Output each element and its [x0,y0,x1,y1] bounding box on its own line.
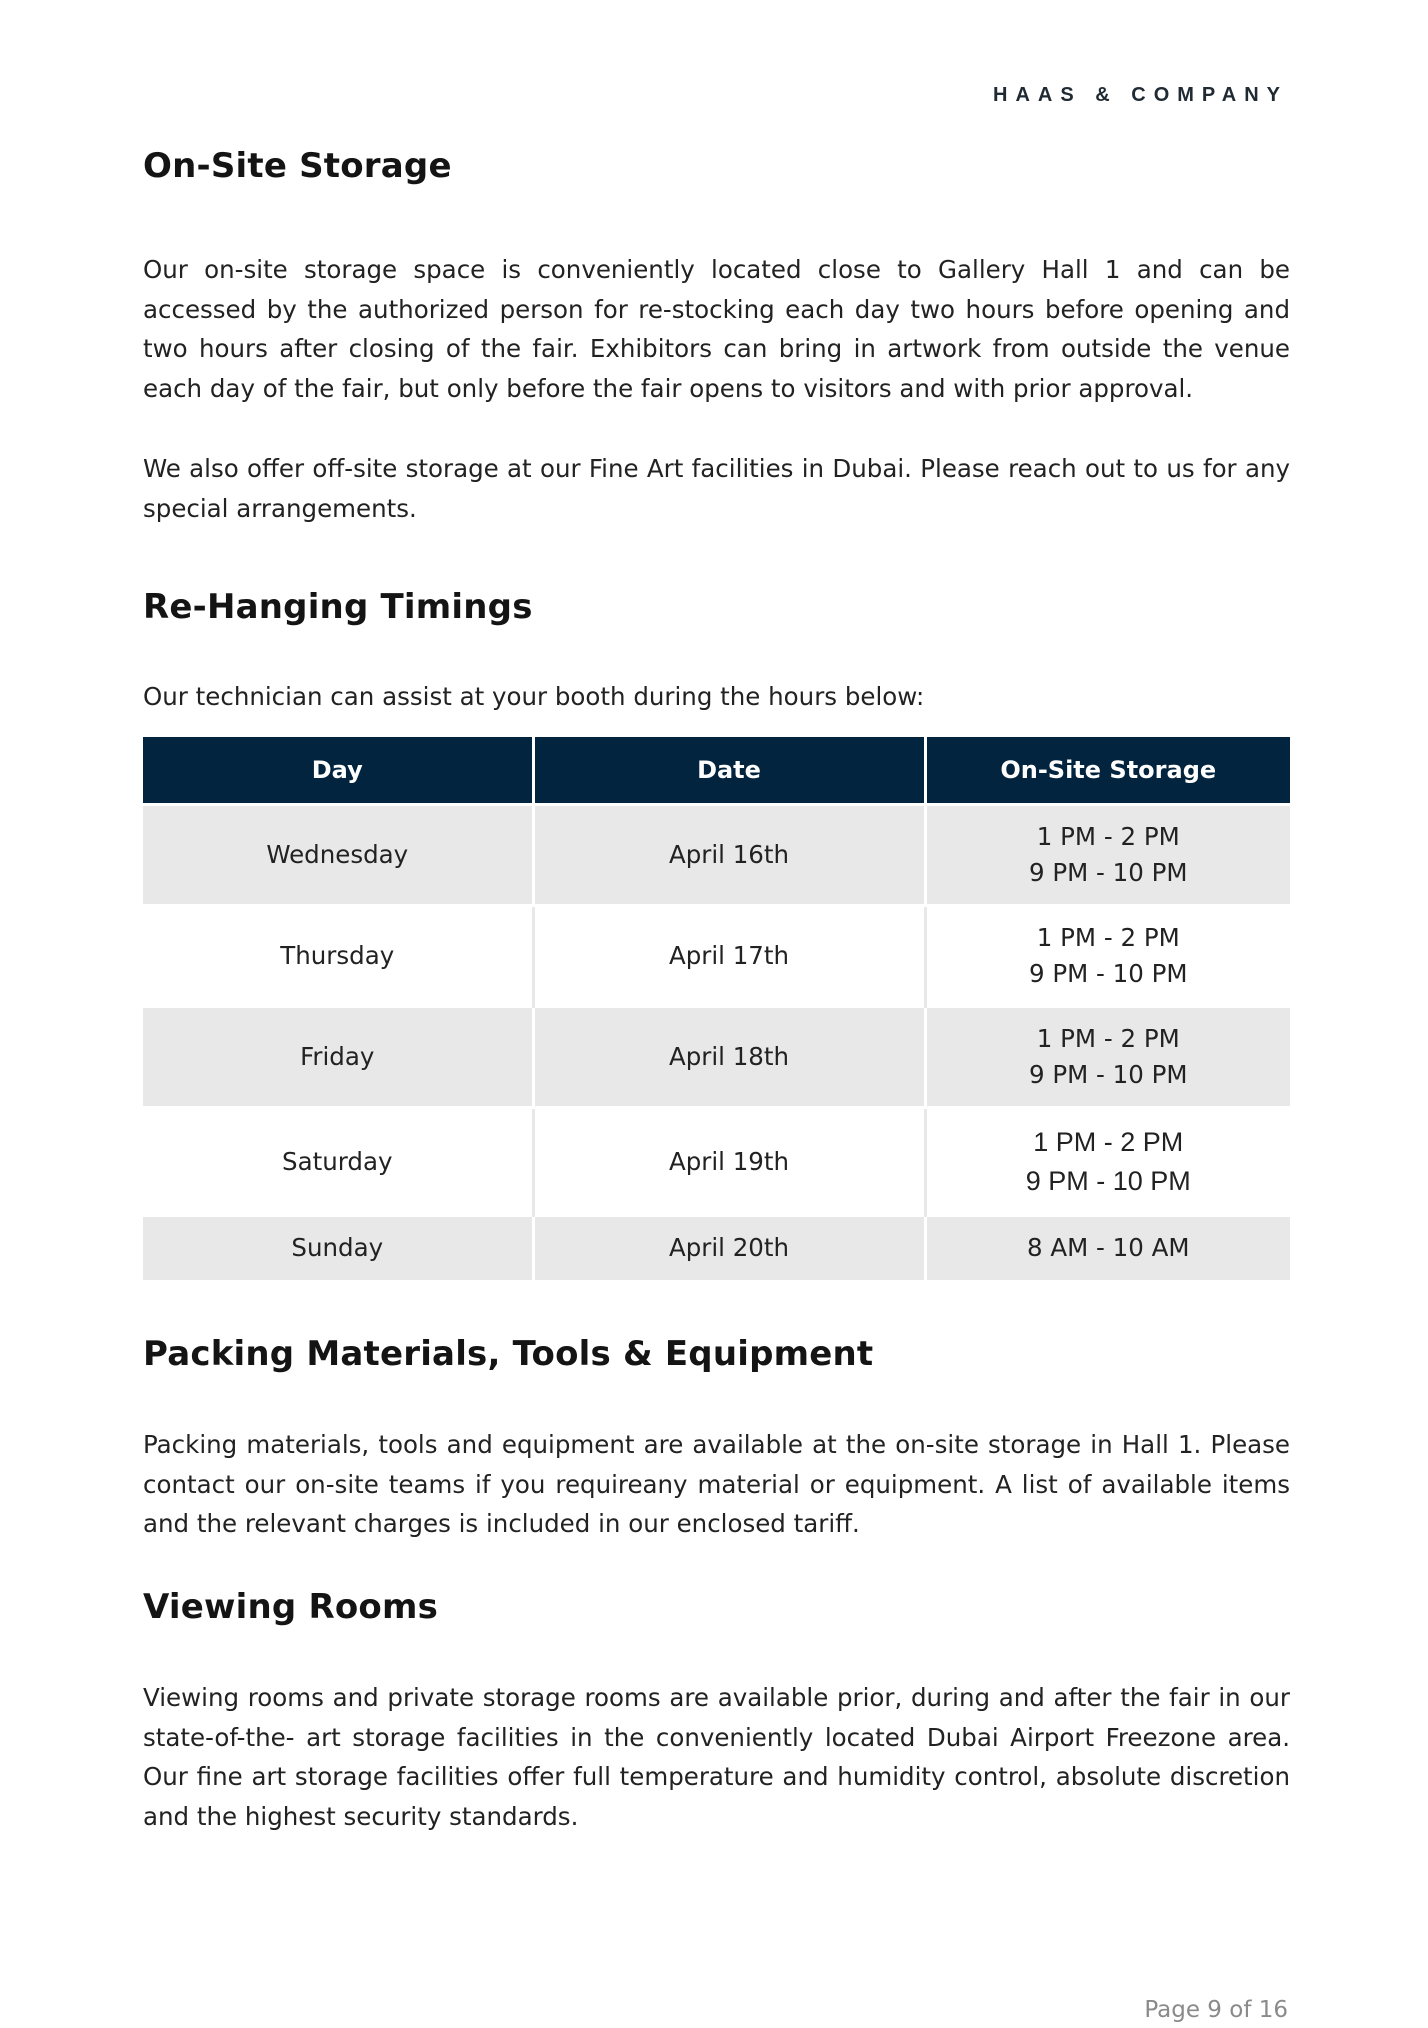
rehanging-timings-table [143,737,1290,1280]
header-date: Date [533,737,925,805]
time-slot: 9 PM - 10 PM [1028,1060,1188,1089]
cell-date: April 18th [533,1007,925,1108]
cell-slots [925,1007,1290,1108]
time-slot: 9 PM - 10 PM [1025,1165,1191,1196]
time-slot: 1 PM - 2 PM [1036,1024,1180,1053]
cell-date: April 17th [533,906,925,1007]
table-row [143,1216,1290,1280]
cell-slots [925,1216,1290,1280]
packing-heading: Packing Materials, Tools & Equipment [143,1334,874,1374]
company-brand: HAAS & COMPANY [993,84,1288,106]
time-slot: 9 PM - 10 PM [1028,858,1188,887]
cell-date: April 20th [533,1216,925,1280]
cell-day: Saturday [143,1108,533,1216]
time-slot: 1 PM - 2 PM [1033,1126,1184,1157]
rehanging-heading: Re-Hanging Timings [143,587,533,627]
header-day: Day [143,737,533,805]
rehanging-intro: Our technician can assist at your booth during the hours below: [143,682,925,711]
page-number: Page 9 of 16 [1144,1997,1288,2023]
packing-paragraph: Packing materials, tools and equipment are available at the on-site storage in Hall 1. Please contact our on-site teams if you requireany material or equipment. A list of available items and the relevant charges is included in our enclosed tariff. [143,1430,1290,1538]
cell-slots [925,906,1290,1007]
header-onsite-storage: On-Site Storage [925,737,1290,805]
time-slot: 1 PM - 2 PM [1036,923,1180,952]
cell-date: April 16th [533,805,925,906]
cell-day: Friday [143,1007,533,1108]
table-header-row [143,737,1290,805]
table-row [143,1108,1290,1216]
table-row [143,805,1290,906]
cell-slots [925,805,1290,906]
time-slot: 9 PM - 10 PM [1028,959,1188,988]
table-row [143,906,1290,1007]
viewing-rooms-heading: Viewing Rooms [143,1587,439,1627]
onsite-storage-heading: On-Site Storage [143,146,452,186]
cell-day: Sunday [143,1216,533,1280]
cell-date: April 19th [533,1108,925,1216]
cell-day: Thursday [143,906,533,1007]
onsite-storage-paragraph-2: We also offer off-site storage at our Fine Art facilities in Dubai. Please reach out to us for any special arrangements. [143,454,1290,523]
cell-day: Wednesday [143,805,533,906]
viewing-rooms-paragraph: Viewing rooms and private storage rooms are available prior, during and after the fair in our state-of-the- art storage facilities in the conveniently located Dubai Airport Freezone area. Our fine art storage facilities offer full temperature and humidity control, absolute discretion and the highest security standards. [143,1683,1290,1831]
time-slot: 8 AM - 10 AM [1026,1233,1190,1263]
cell-slots [925,1108,1290,1216]
onsite-storage-paragraph-1: Our on-site storage space is conveniently located close to Gallery Hall 1 and can be accessed by the authorized person for re-stocking each day two hours before opening and two hours after closing of the fair. Exhibitors can bring in artwork from outside the venue each day of the fair, but only before the fair opens to visitors and with prior approval. [143,255,1290,403]
table-row [143,1007,1290,1108]
time-slot: 1 PM - 2 PM [1036,822,1180,851]
